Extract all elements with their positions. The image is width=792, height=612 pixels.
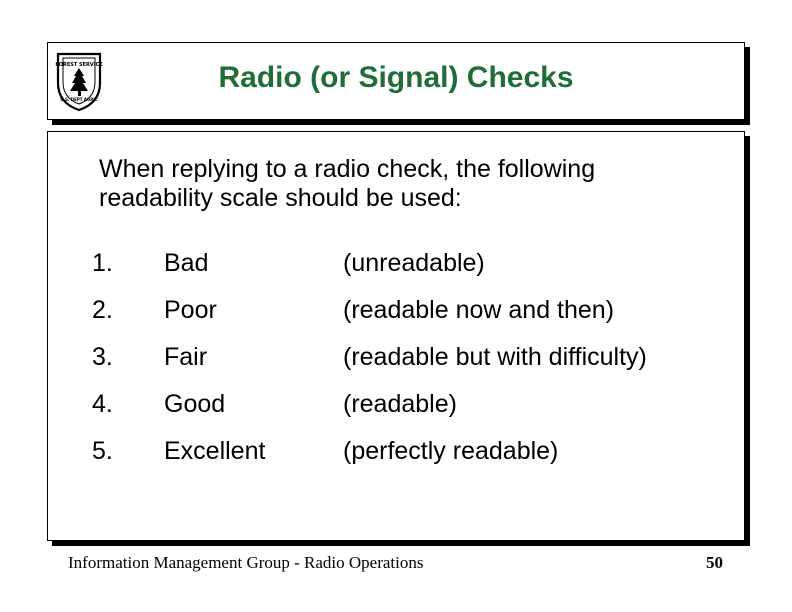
scale-number: 1. (92, 249, 113, 277)
scale-description: (unreadable) (343, 249, 485, 277)
scale-number: 5. (92, 437, 113, 465)
slide-title: Radio (or Signal) Checks (218, 61, 574, 94)
svg-text:FOREST SERVICE: FOREST SERVICE (55, 62, 103, 68)
page-number: 50 (706, 553, 723, 572)
footer-text: Information Management Group - Radio Operations (68, 553, 424, 572)
scale-description: (readable) (343, 390, 457, 418)
scale-number: 3. (92, 343, 113, 371)
scale-level: Fair (164, 343, 208, 371)
scale-number: 2. (92, 296, 113, 324)
scale-number: 4. (92, 390, 113, 418)
scale-description: (readable but with difficulty) (343, 343, 647, 371)
intro-text: When replying to a radio check, the following readability scale should be used: (99, 155, 596, 212)
scale-level: Poor (164, 296, 217, 324)
content-panel (47, 131, 745, 541)
scale-description: (readable now and then) (343, 296, 615, 324)
scale-level: Bad (164, 249, 209, 277)
scale-level: Good (164, 390, 226, 418)
scale-level: Excellent (164, 437, 266, 465)
svg-text:U.S. DEPT AGRIC: U.S. DEPT AGRIC (60, 97, 98, 102)
scale-description: (perfectly readable) (343, 437, 559, 465)
title-panel (47, 42, 745, 120)
